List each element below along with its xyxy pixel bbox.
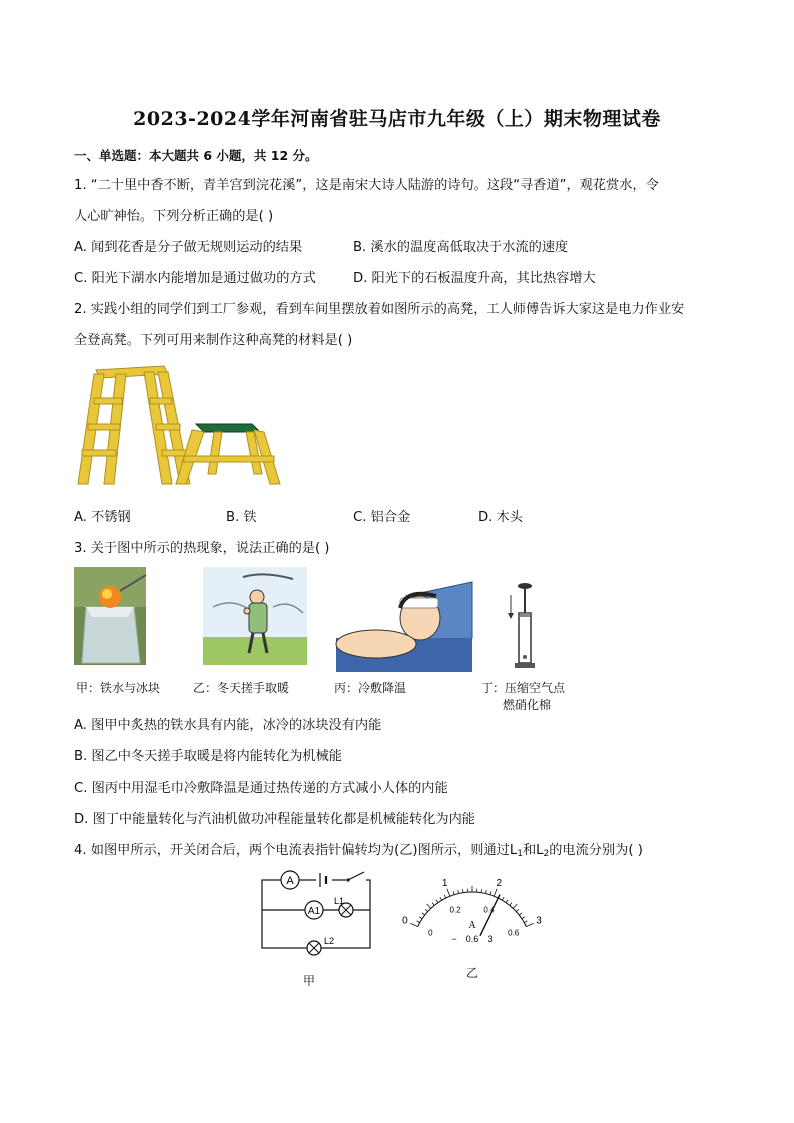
- dial-tick: [522, 917, 525, 919]
- fig-jia-label: 甲: [303, 974, 316, 988]
- ammeter-dial: [402, 874, 542, 946]
- dial-inner-tick-label: 0: [428, 928, 433, 938]
- dial-outer-tick-label: 2: [496, 878, 503, 890]
- q1-option-b: B. 溪水的温度高低取决于水流的速度: [353, 240, 569, 255]
- dial-tick: [444, 895, 446, 898]
- dial-tick: [410, 923, 417, 926]
- dial-tick: [494, 889, 497, 896]
- dial-tick: [432, 903, 434, 906]
- dial-tick: [458, 890, 459, 893]
- dial-tick: [425, 909, 428, 911]
- dial-tick: [516, 909, 519, 911]
- lamp-l1-label: L1: [334, 896, 345, 906]
- q3-option-a: A. 图甲中炙热的铁水具有内能，冰冷的冰块没有内能: [74, 718, 382, 733]
- dial-tick: [427, 904, 431, 908]
- dial-tick: [447, 889, 450, 896]
- circuit-diagram: [258, 864, 378, 956]
- dial-outer-tick-label: 0: [402, 915, 408, 927]
- dial-tick: [524, 921, 527, 923]
- q3-caption-jia: 甲：铁水与冰块: [76, 681, 161, 695]
- q1-option-a: A. 闻到花香是分子做无规则运动的结果: [74, 240, 303, 255]
- q2-option-d: D. 木头: [478, 510, 523, 525]
- q2-option-a: A. 不锈钢: [74, 510, 131, 525]
- q3-caption-ding-line1: 丁：压缩空气点: [481, 681, 566, 695]
- ammeter-a1-label: A1: [307, 906, 321, 917]
- dial-inner-tick-label: 0.2: [449, 905, 461, 915]
- dial-unit-label: A: [468, 920, 476, 931]
- q2-stem-line2: 全登高凳。下列可用来制作这种高凳的材料是( ): [74, 333, 353, 348]
- dial-tick: [510, 903, 512, 906]
- q1-stem-line1: 1. “二十里中香不断，青羊宫到浣花溪”，这是南宋大诗人陆游的诗句。这段“寻香道”，观花赏水，令: [74, 178, 659, 193]
- dial-tick: [440, 897, 442, 900]
- dial-tick: [485, 890, 486, 893]
- dial-inner-tick-label: 0.6: [508, 928, 520, 938]
- dial-tick: [422, 913, 425, 915]
- dial-outer-tick-label: 3: [536, 915, 542, 927]
- terminal-negative: −: [451, 934, 457, 944]
- q3-stem: 3. 关于图中所示的热现象，说法正确的是( ): [74, 541, 330, 556]
- terminal-0-6: 0.6: [465, 934, 479, 944]
- safety-stool-figure: [74, 362, 284, 492]
- dial-tick: [419, 917, 422, 919]
- dial-tick: [513, 904, 517, 908]
- molten-iron-ice-image: [74, 567, 146, 665]
- dial-tick: [490, 891, 491, 894]
- dial-tick: [526, 923, 533, 926]
- q2-option-b: B. 铁: [226, 510, 257, 525]
- dial-tick: [462, 889, 463, 892]
- dial-tick: [453, 891, 454, 894]
- q2-option-c: C. 铝合金: [353, 510, 411, 525]
- q3-option-d: D. 图丁中能量转化与汽油机做功冲程能量转化都是机械能转化为内能: [74, 812, 475, 827]
- dial-tick: [506, 900, 508, 903]
- q2-stem-line1: 2. 实践小组的同学们到工厂参观，看到车间里摆放着如图所示的高凳，工人师傅告诉大家这是电力作业安: [74, 302, 685, 317]
- rubbing-hands-winter-image: [203, 567, 307, 665]
- q3-caption-yi: 乙：冬天搓手取暖: [193, 681, 290, 695]
- dial-tick: [481, 889, 482, 892]
- ammeter-a-label: A: [286, 875, 294, 887]
- q3-option-b: B. 图乙中冬天搓手取暖是将内能转化为机械能: [74, 749, 342, 764]
- dial-outer-tick-label: 1: [441, 878, 448, 890]
- q3-caption-ding-line2: 燃硝化棉: [503, 698, 552, 712]
- fig-yi-label: 乙: [466, 966, 479, 980]
- ammeter-needle: [480, 894, 500, 935]
- section-heading: 一、单选题：本大题共 6 小题，共 12 分。: [74, 148, 318, 163]
- dial-tick: [436, 900, 438, 903]
- dial-tick: [519, 913, 522, 915]
- q3-option-c: C. 图丙中用湿毛巾冷敷降温是通过热传递的方式减小人体的内能: [74, 781, 448, 796]
- q3-caption-bing: 丙：冷敷降温: [334, 681, 407, 695]
- dial-tick: [502, 897, 504, 900]
- terminal-3: 3: [487, 934, 493, 944]
- page-title: 2023-2024学年河南省驻马店市九年级（上）期末物理试卷: [133, 108, 661, 130]
- q1-option-d: D. 阳光下的石板温度升高，其比热容增大: [353, 271, 596, 286]
- dial-tick: [417, 921, 420, 923]
- cold-compress-image: [336, 578, 472, 672]
- q1-stem-line2: 人心旷神怡。下列分析正确的是( ): [74, 209, 274, 224]
- air-compression-apparatus-image: [505, 583, 545, 673]
- lamp-l2-label: L2: [324, 936, 335, 946]
- dial-inner-tick-label: 0.4: [483, 905, 495, 915]
- q4-stem: 4. 如图甲所示，开关闭合后，两个电流表指针偏转均为(乙)图所示，则通过$L_1$和$L_2$的电流分别为( ): [74, 843, 643, 859]
- q1-option-c: C. 阳光下湖水内能增加是通过做功的方式: [74, 271, 316, 286]
